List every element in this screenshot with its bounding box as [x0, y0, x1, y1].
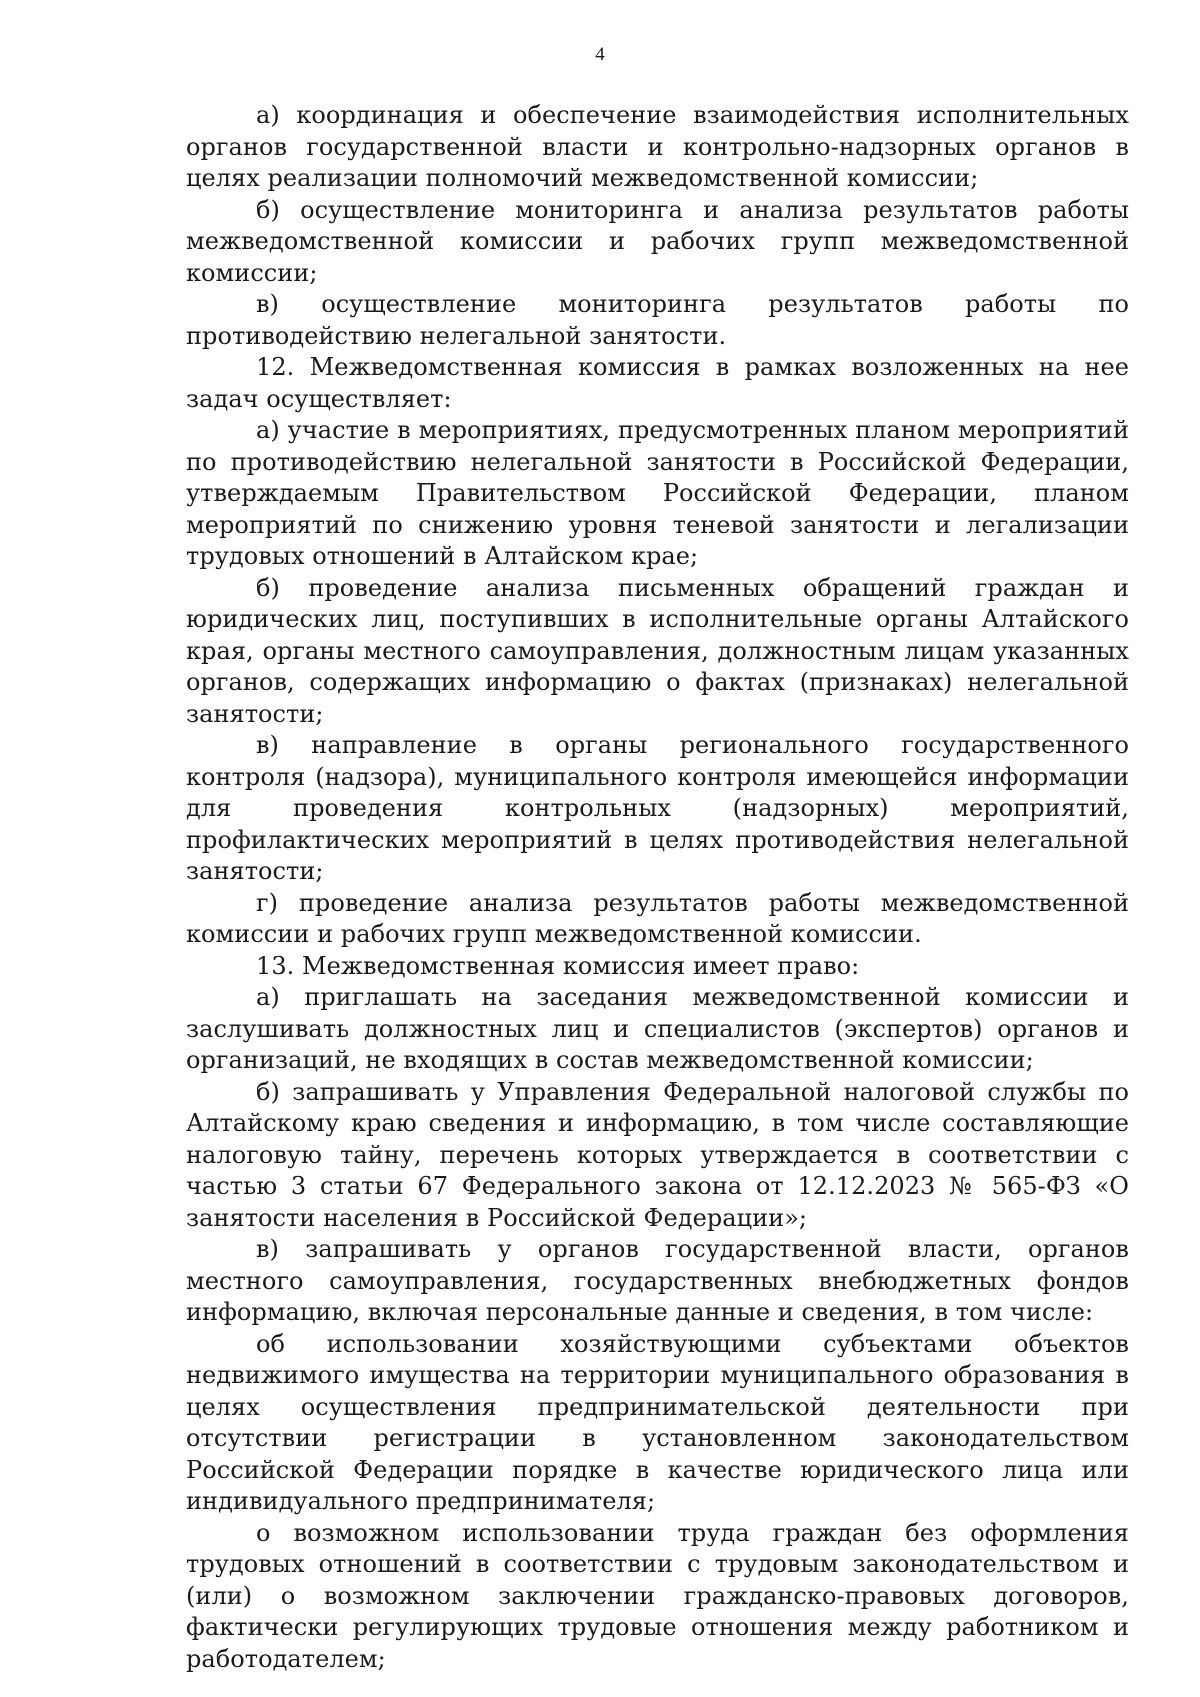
paragraph-11v: в) осуществление мониторинга результатов работы по противодействию нелегальной занятости.: [186, 290, 1129, 350]
paragraph-13v-item-2: о возможном использовании труда граждан без оформления трудовых отношений в соответствии с трудовым законодательством и (или) о возможном заключении гражданско-правовых договоров, фактически регулирующих трудовые отношения между работником и работодателем;: [186, 1518, 1129, 1673]
paragraph-12b: б) проведение анализа письменных обращений граждан и юридических лиц, поступивших в исполнительные органы Алтайского края, органы местного самоуправления, должностным лицам указанных органов, содержащих информацию о фактах (признаках) нелегальной занятости;: [186, 573, 1129, 728]
paragraph-12g: г) проведение анализа результатов работы межведомственной комиссии и рабочих групп межведомственной комиссии.: [186, 888, 1129, 948]
paragraph-13v: в) запрашивать у органов государственной власти, органов местного самоуправления, государственных внебюджетных фондов информацию, включая персональные данные и сведения, в том числе:: [186, 1235, 1129, 1326]
paragraph-11a: а) координация и обеспечение взаимодействия исполнительных органов государственной власти и контрольно-надзорных органов в целях реализации полномочий межведомственной комиссии;: [186, 101, 1129, 192]
paragraph-13v-item-1: об использовании хозяйствующими субъектами объектов недвижимого имущества на территории муниципального образования в целях осуществления предпринимательской деятельности при отсутствии регистрации в установленном законодательством Российской Федерации порядке в качестве юридического лица или индивидуального предпринимателя;: [186, 1329, 1129, 1515]
paragraph-11b: б) осуществление мониторинга и анализа результатов работы межведомственной комиссии и рабочих групп межведомственной комиссии;: [186, 195, 1129, 287]
paragraph-12v: в) направление в органы регионального государственного контроля (надзора), муниципального контроля имеющейся информации для проведения контрольных (надзорных) мероприятий, профилактических мероприятий в целях противодействия нелегальной занятости;: [186, 731, 1129, 885]
page-number: 4: [595, 44, 605, 65]
paragraph-12: 12. Межведомственная комиссия в рамках возложенных на нее задач осуществляет:: [186, 353, 1129, 413]
paragraph-13b: б) запрашивать у Управления Федеральной налоговой службы по Алтайскому краю сведения и информацию, в том числе составляющие налоговую тайну, перечень которых утверждается в соответствии с частью 3 статьи 67 Федерального закона от 12.12.2023 № 565-ФЗ «О занятости населения в Российской Федерации»;: [186, 1077, 1129, 1232]
paragraph-13: 13. Межведомственная комиссия имеет право:: [256, 951, 860, 980]
document-body: [186, 100, 1129, 1675]
paragraph-12a: а) участие в мероприятиях, предусмотренных планом мероприятий по противодействию нелегальной занятости в Российской Федерации, утверждаемым Правительством Российской Федерации, планом мероприятий по снижению уровня теневой занятости и легализации трудовых отношений в Алтайском крае;: [186, 416, 1129, 570]
paragraph-13a: а) приглашать на заседания межведомственной комиссии и заслушивать должностных лиц и специалистов (экспертов) органов и организаций, не входящих в состав межведомственной комиссии;: [186, 983, 1129, 1074]
